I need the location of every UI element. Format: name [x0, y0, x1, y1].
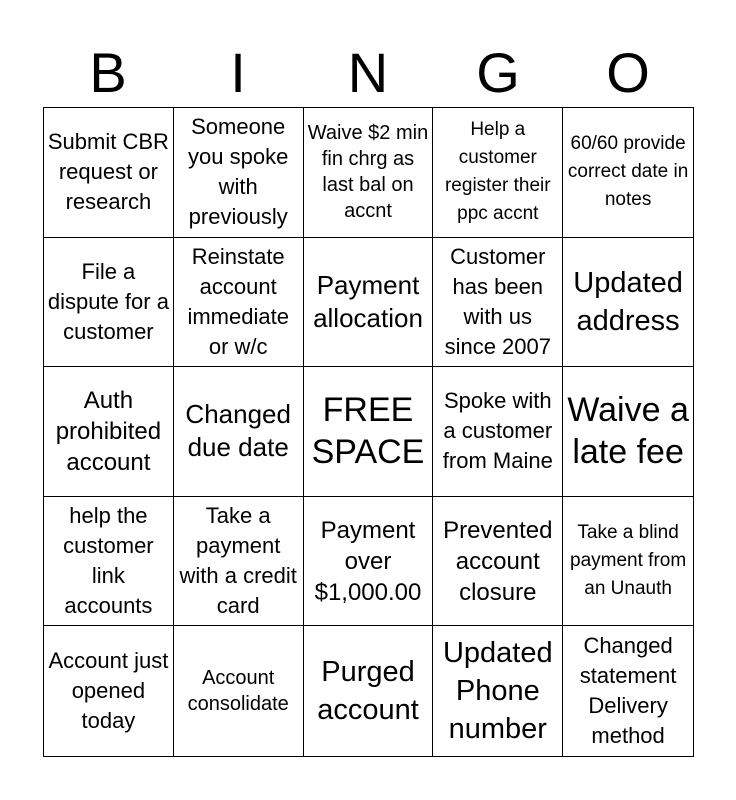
cell-text: Updated Phone number — [442, 637, 553, 746]
cell-text: Take a blind payment from an Unauth — [570, 522, 687, 600]
header-letter-g: G — [476, 41, 520, 104]
cell-text: Take a payment with a credit card — [179, 503, 297, 619]
header-letter-i: I — [230, 41, 246, 104]
bingo-cell-r5c5[interactable] — [563, 626, 693, 756]
cell-text: 60/60 provide correct date in notes — [567, 133, 689, 211]
cell-text: Spoke with a customer from Maine — [442, 388, 553, 474]
bingo-cell-r4c2[interactable] — [174, 497, 304, 627]
cell-text: Updated address — [573, 266, 683, 337]
cell-text: Help a customer register their ppc accnt — [444, 119, 551, 225]
cell-text: Account consolidate — [187, 667, 289, 716]
cell-text: Auth prohibited account — [55, 386, 162, 476]
cell-text: Waive a late fee — [567, 391, 689, 472]
cell-text: Prevented account closure — [443, 516, 553, 606]
bingo-cell-r3c1[interactable] — [44, 367, 174, 497]
cell-text: Submit CBR request or research — [47, 129, 169, 215]
bingo-board — [43, 107, 694, 757]
bingo-cell-r3c2[interactable] — [174, 367, 304, 497]
cell-text: help the customer link accounts — [63, 503, 154, 619]
bingo-cell-r4c3[interactable] — [304, 497, 434, 627]
bingo-cell-r4c1[interactable] — [44, 497, 174, 627]
bingo-cell-r5c4[interactable] — [433, 626, 563, 756]
bingo-cell-r1c5[interactable] — [563, 108, 693, 238]
header-letter-o: O — [606, 41, 650, 104]
cell-text: Account just opened today — [48, 648, 169, 734]
bingo-cell-r1c3[interactable] — [304, 108, 434, 238]
cell-text: FREE SPACE — [311, 391, 425, 472]
cell-text: File a dispute for a customer — [47, 258, 169, 344]
bingo-cell-r5c1[interactable] — [44, 626, 174, 756]
bingo-cell-r2c3[interactable] — [304, 238, 434, 368]
bingo-cell-r1c1[interactable] — [44, 108, 174, 238]
cell-text: Reinstate account immediate or w/c — [187, 243, 289, 359]
cell-text: Purged account — [317, 656, 419, 727]
header-letter-n: N — [347, 41, 389, 104]
cell-text: Payment allocation — [313, 269, 423, 333]
bingo-cell-r3c4[interactable] — [433, 367, 563, 497]
bingo-header — [43, 40, 693, 106]
cell-text: Changed due date — [185, 399, 291, 463]
bingo-cell-r1c2[interactable] — [174, 108, 304, 238]
bingo-cell-r2c4[interactable] — [433, 238, 563, 368]
cell-text: Payment over $1,000.00 — [314, 516, 422, 606]
bingo-cell-r2c1[interactable] — [44, 238, 174, 368]
bingo-cell-r5c2[interactable] — [174, 626, 304, 756]
bingo-cell-r1c4[interactable] — [433, 108, 563, 238]
header-letter-b: B — [89, 41, 127, 104]
cell-text: Waive $2 min fin chrg as last bal on accnt — [307, 122, 429, 223]
cell-text: Someone you spoke with previously — [188, 114, 289, 230]
bingo-cell-r2c5[interactable] — [563, 238, 693, 368]
bingo-cell-r5c3[interactable] — [304, 626, 434, 756]
bingo-cell-r3c5[interactable] — [563, 367, 693, 497]
cell-text: Changed statement Delivery method — [579, 633, 677, 749]
bingo-cell-r4c5[interactable] — [563, 497, 693, 627]
bingo-cell-r3c3-free-space[interactable] — [304, 367, 434, 497]
bingo-cell-r4c4[interactable] — [433, 497, 563, 627]
bingo-cell-r2c2[interactable] — [174, 238, 304, 368]
cell-text: Customer has been with us since 2007 — [444, 243, 551, 359]
